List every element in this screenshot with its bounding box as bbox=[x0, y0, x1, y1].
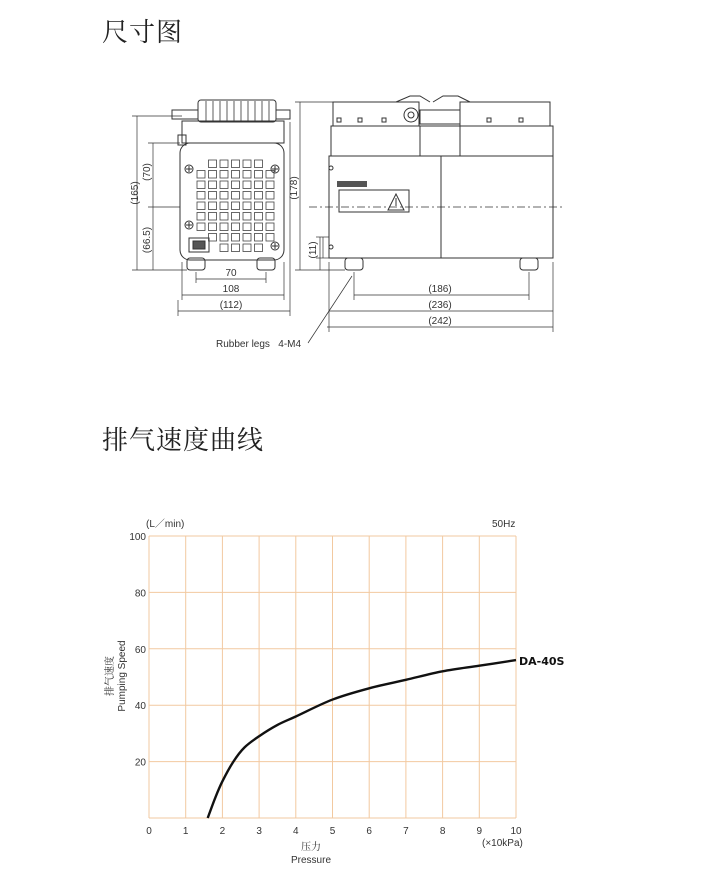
vent-slot bbox=[220, 213, 228, 221]
vent-slot bbox=[220, 181, 228, 189]
vent-slot bbox=[232, 181, 240, 189]
vent-slot bbox=[232, 192, 240, 200]
vent-slot bbox=[255, 234, 263, 242]
vent-slot bbox=[209, 234, 217, 242]
dim-108: 108 bbox=[222, 284, 240, 295]
vent-slot bbox=[232, 234, 240, 242]
x-tick-labels bbox=[146, 826, 522, 837]
x-tick-label: 9 bbox=[476, 826, 483, 837]
vent-slot bbox=[266, 234, 274, 242]
vent-grid bbox=[197, 160, 274, 252]
y-axis-label-en: Pumping Speed bbox=[117, 640, 128, 712]
x-tick-label: 0 bbox=[146, 826, 152, 837]
front-view bbox=[172, 100, 290, 270]
chart-grid bbox=[149, 536, 516, 818]
vent-slot bbox=[266, 181, 274, 189]
dimension-lines bbox=[132, 102, 553, 343]
side-view bbox=[309, 96, 565, 270]
dim-70-vertical: (70) bbox=[142, 163, 153, 181]
frequency-label: 50Hz bbox=[492, 519, 516, 530]
curve-title: 排气速度曲线 bbox=[102, 426, 265, 456]
vent-slot bbox=[232, 171, 240, 179]
x-tick-label: 1 bbox=[182, 826, 189, 837]
vent-slot bbox=[220, 192, 228, 200]
y-tick-labels bbox=[129, 532, 146, 769]
vent-slot bbox=[220, 223, 228, 231]
vent-slot bbox=[232, 160, 240, 168]
vent-slot bbox=[266, 223, 274, 231]
dim-236: (236) bbox=[428, 300, 452, 311]
vent-slot bbox=[209, 202, 217, 210]
x-tick-label: 8 bbox=[439, 826, 446, 837]
vent-slot bbox=[255, 213, 263, 221]
rubber-legs-callout: Rubber legs 4-M4 bbox=[216, 339, 302, 350]
vent-slot bbox=[220, 171, 228, 179]
y-tick-label: 20 bbox=[134, 757, 146, 769]
y-tick-label: 100 bbox=[129, 532, 146, 543]
vent-slot bbox=[197, 223, 205, 231]
vent-slot bbox=[243, 192, 251, 200]
x-tick-label: 4 bbox=[293, 826, 299, 837]
vent-slot bbox=[243, 160, 251, 168]
vent-slot bbox=[255, 244, 263, 252]
vent-slot bbox=[209, 192, 217, 200]
vent-slot bbox=[243, 244, 251, 252]
dimensions-title: 尺寸图 bbox=[102, 18, 184, 48]
vent-slot bbox=[232, 202, 240, 210]
x-tick-label: 2 bbox=[219, 826, 226, 837]
x-tick-label: 6 bbox=[366, 826, 372, 837]
x-axis-label-cn: 压力 bbox=[301, 842, 321, 853]
vent-slot bbox=[232, 213, 240, 221]
vent-slot bbox=[243, 171, 251, 179]
y-unit-label: (L／min) bbox=[146, 519, 185, 530]
series-label-da-40s: DA-40S bbox=[519, 655, 565, 668]
y-tick-label: 40 bbox=[134, 701, 146, 713]
vent-slot bbox=[220, 234, 228, 242]
x-unit-label: (×10kPa) bbox=[482, 838, 523, 849]
vent-slot bbox=[232, 244, 240, 252]
vent-slot bbox=[243, 181, 251, 189]
y-axis-label-cn: 排气速度 bbox=[105, 656, 116, 696]
y-tick-label: 80 bbox=[134, 588, 146, 600]
vent-slot bbox=[220, 160, 228, 168]
dim-112: (112) bbox=[219, 300, 243, 311]
vent-slot bbox=[209, 181, 217, 189]
vent-slot bbox=[243, 223, 251, 231]
vent-slot bbox=[209, 223, 217, 231]
vent-slot bbox=[243, 213, 251, 221]
vent-slot bbox=[255, 171, 263, 179]
vent-slot bbox=[209, 160, 217, 168]
vent-slot bbox=[243, 202, 251, 210]
vent-slot bbox=[255, 202, 263, 210]
vent-slot bbox=[255, 192, 263, 200]
vent-slot bbox=[232, 223, 240, 231]
vent-slot bbox=[209, 213, 217, 221]
vent-slot bbox=[255, 160, 263, 168]
dim-11: (11) bbox=[308, 241, 319, 259]
vent-slot bbox=[197, 171, 205, 179]
vent-slot bbox=[209, 171, 217, 179]
vent-slot bbox=[197, 213, 205, 221]
dim-178: (178) bbox=[289, 176, 300, 200]
vent-slot bbox=[266, 202, 274, 210]
vent-slot bbox=[197, 192, 205, 200]
vent-slot bbox=[220, 202, 228, 210]
dim-66-5: (66.5) bbox=[142, 226, 153, 254]
dim-70-horizontal: 70 bbox=[225, 268, 237, 279]
x-tick-label: 5 bbox=[329, 826, 336, 837]
dim-165: (165) bbox=[130, 181, 141, 205]
vent-slot bbox=[255, 181, 263, 189]
x-tick-label: 3 bbox=[256, 826, 262, 837]
vent-slot bbox=[243, 234, 251, 242]
vent-slot bbox=[266, 171, 274, 179]
series-line-da-40s bbox=[208, 660, 516, 818]
y-tick-label: 60 bbox=[134, 644, 146, 656]
dim-242: (242) bbox=[428, 316, 452, 327]
dimension-drawing bbox=[0, 0, 712, 400]
x-tick-label: 7 bbox=[403, 826, 409, 837]
x-axis-label-en: Pressure bbox=[290, 855, 332, 866]
vent-slot bbox=[197, 181, 205, 189]
vent-slot bbox=[255, 223, 263, 231]
x-tick-label: 10 bbox=[510, 826, 522, 837]
vent-slot bbox=[266, 192, 274, 200]
vent-slot bbox=[197, 202, 205, 210]
dim-186: (186) bbox=[428, 284, 452, 295]
vent-slot bbox=[266, 213, 274, 221]
vent-slot bbox=[220, 244, 228, 252]
